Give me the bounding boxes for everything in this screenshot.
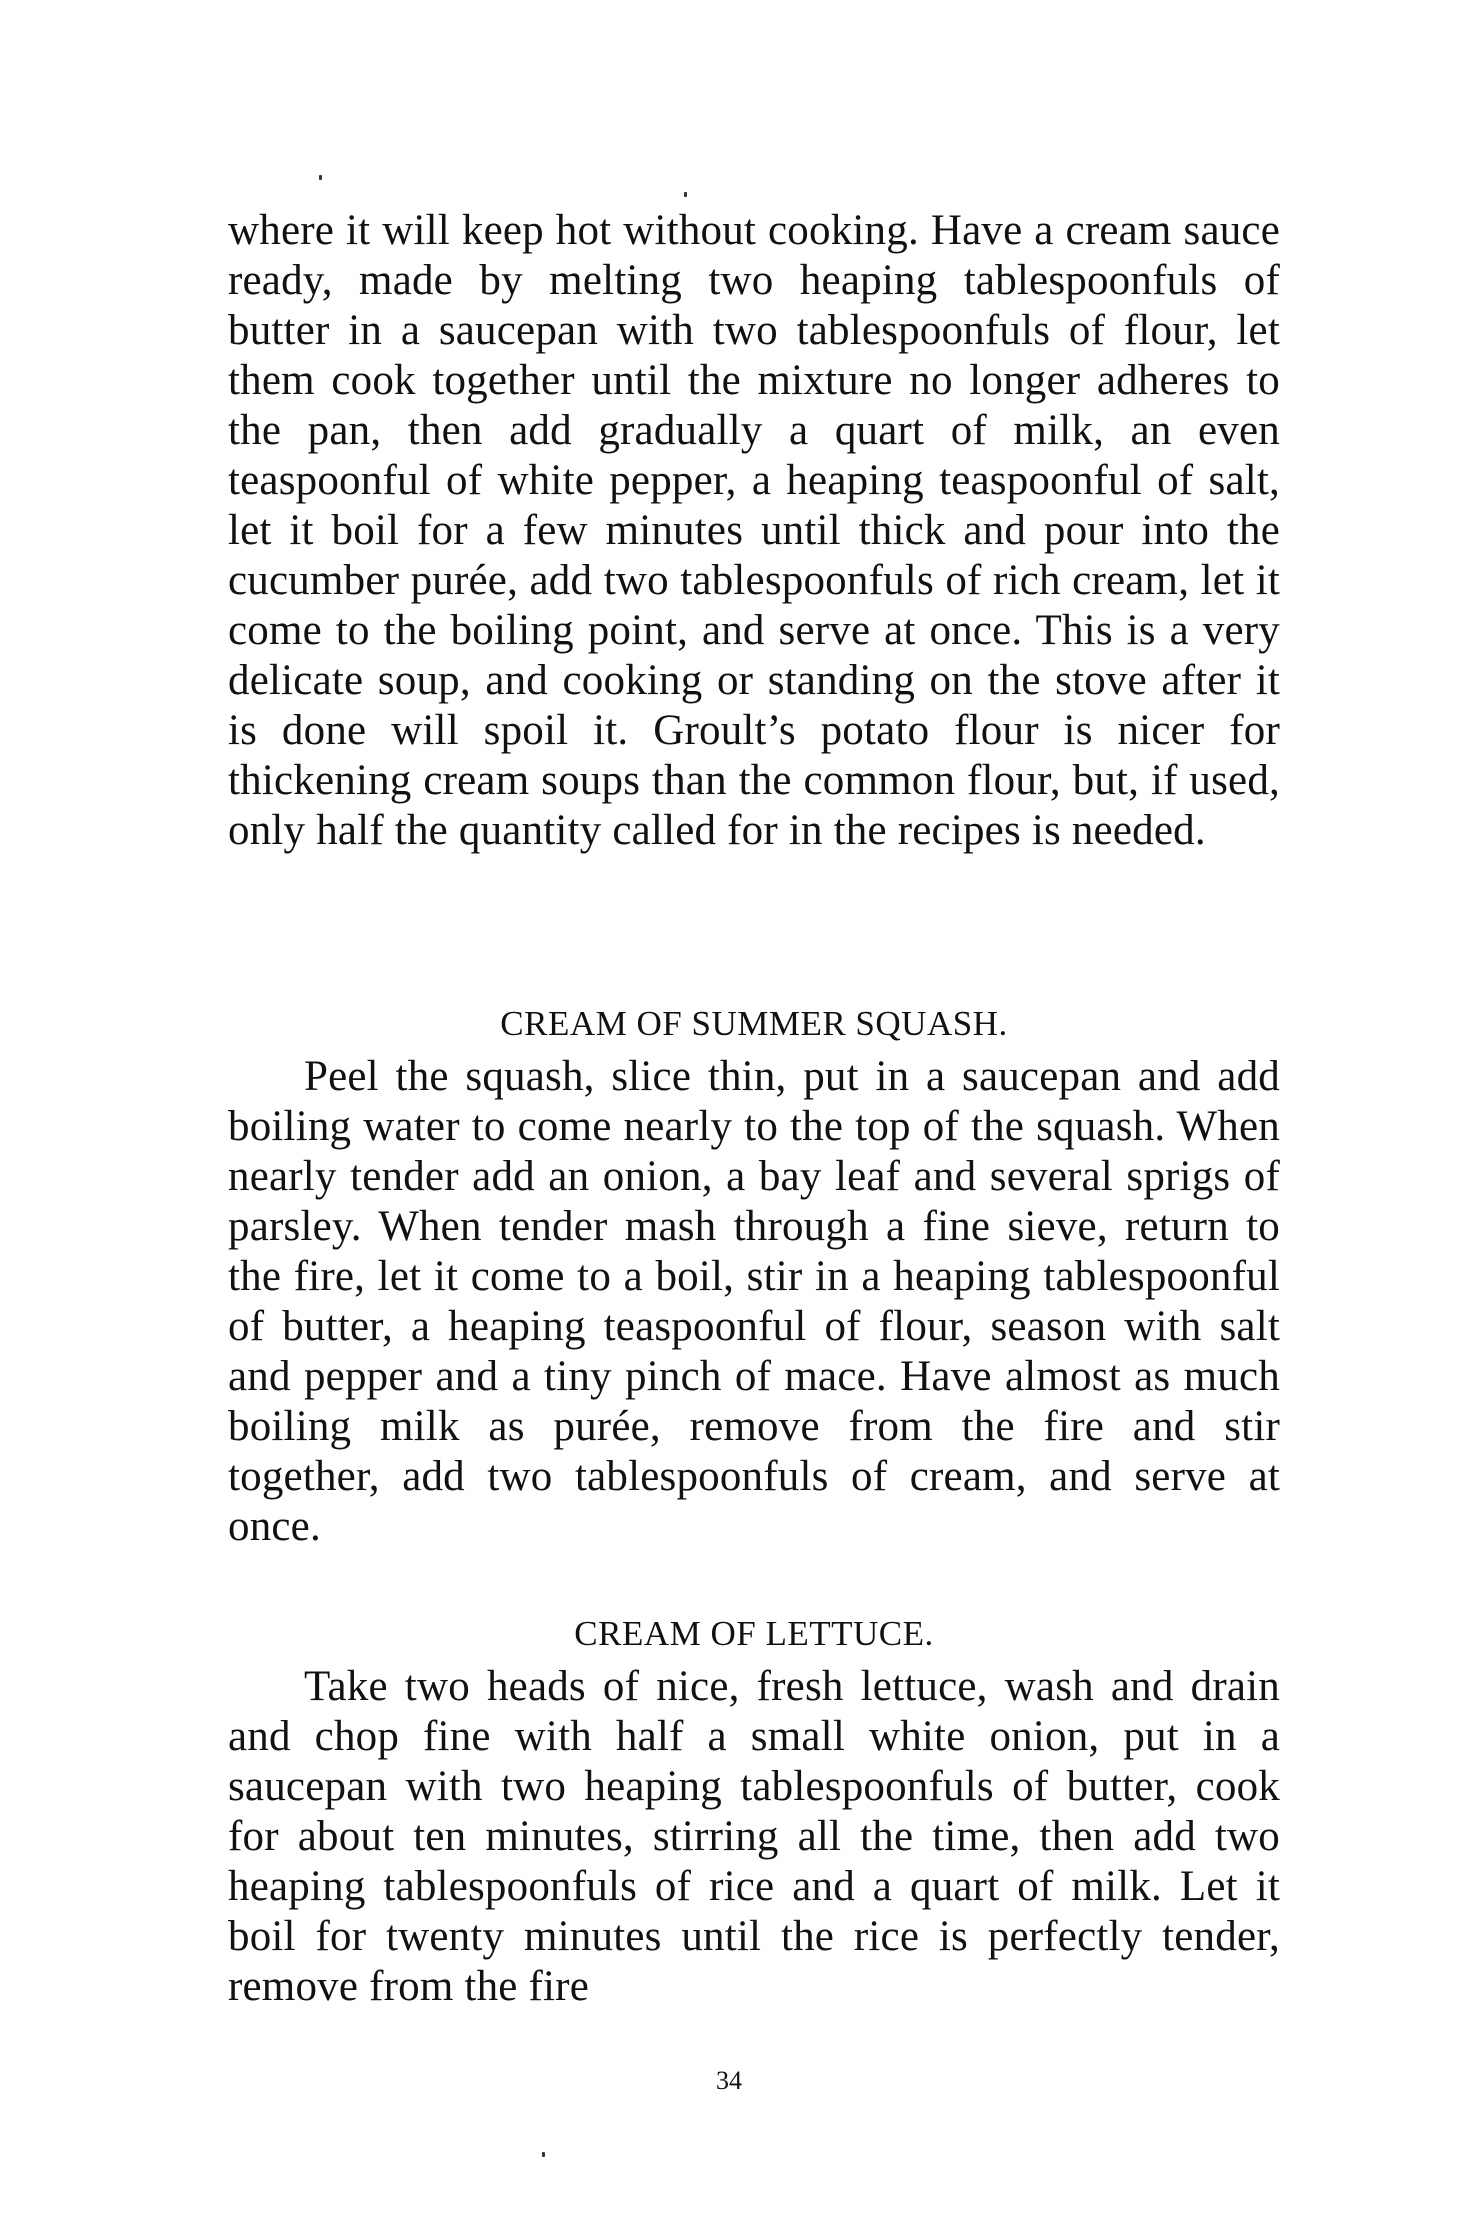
page-number: 34 [716, 2066, 742, 2095]
continuation-paragraph: where it will keep hot without cooking. Have a cream sauce ready, made by melting two heaping tablespoonfuls of butter in a saucepan with two tablespoonfuls of flour, let them cook together until the mixture no longer adheres to the pan, then add gradually a quart of milk, an even teaspoonful of white pepper, a heaping teaspoonful of salt, let it boil for a few minutes until thick and pour into the cucumber purée, add two tablespoonfuls of rich cream, let it come to the boiling point, and serve at once. This is a very delicate soup, and cooking or standing on the stove after it is done will spoil it. Groult’s potato flour is nicer for thickening cream soups than the common flour, but, if used, only half the quantity called for in the recipes is needed. [228, 207, 1280, 854]
scan-speck [542, 2152, 545, 2157]
recipe-title-summer-squash: CREAM OF SUMMER SQUASH. [500, 1004, 1008, 1043]
recipe-body-summer-squash: Peel the squash, slice thin, put in a saucepan and add boiling water to come nearly to the top of the squash. When nearly tender add an onion, a bay leaf and several sprigs of parsley. When tender mash through a fine sieve, return to the fire, let it come to a boil, stir in a heaping tablespoonful of butter, a heaping teaspoonful of flour, season with salt and pepper and a tiny pinch of mace. Have almost as much boiling milk as purée, remove from the fire and stir together, add two tablespoonfuls of cream, and serve at once. [228, 1053, 1280, 1550]
recipe-body-lettuce: Take two heads of nice, fresh lettuce, wash and drain and chop fine with half a small white onion, put in a saucepan with two heaping tablespoonfuls of butter, cook for about ten minutes, stirring all the time, then add two heaping tablespoonfuls of rice and a quart of milk. Let it boil for twenty minutes until the rice is perfectly tender, remove from the fire [228, 1663, 1280, 2010]
scan-speck [319, 175, 322, 180]
scan-speck [684, 192, 687, 197]
recipe-title-lettuce: CREAM OF LETTUCE. [574, 1614, 934, 1653]
